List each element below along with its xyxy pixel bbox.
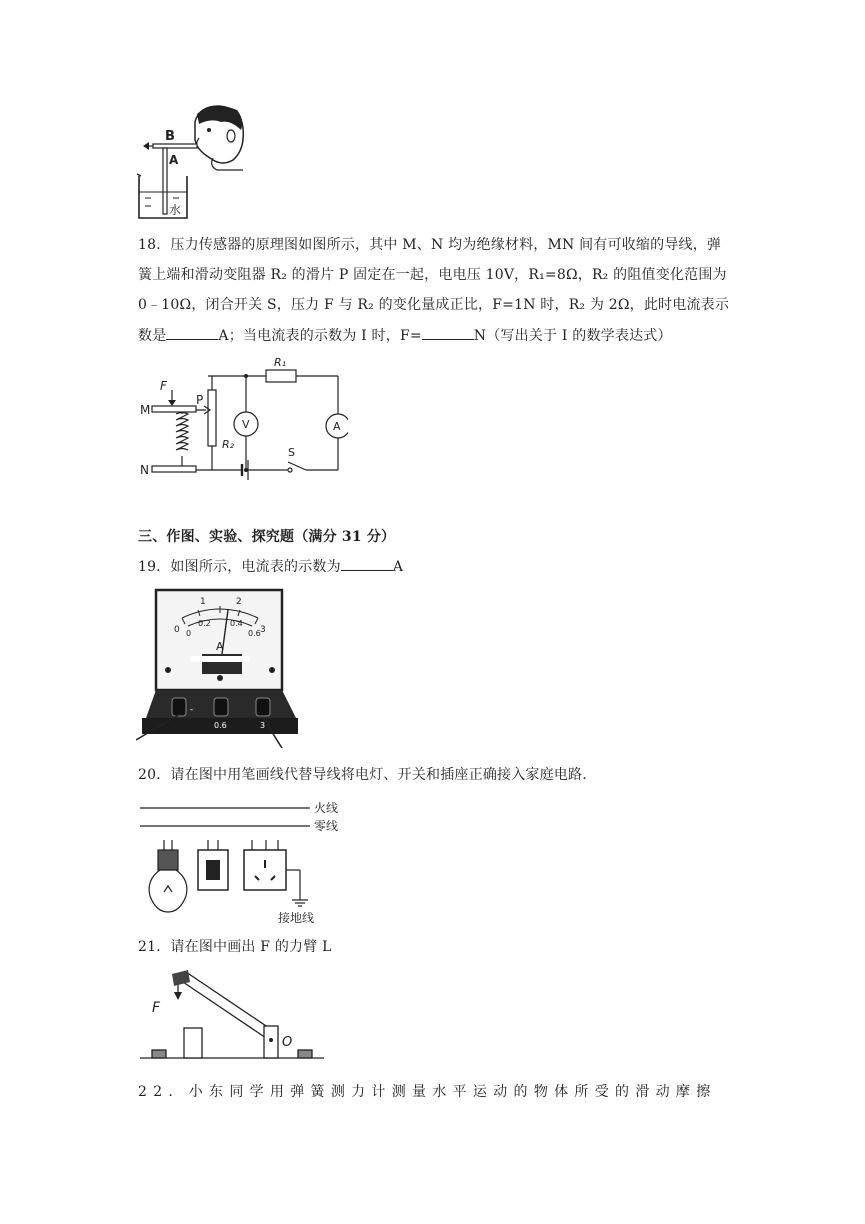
fig18-label-n: N xyxy=(140,463,149,477)
fig19-scale-bottom-0: 0 xyxy=(186,629,192,638)
q18-answer-blank-1[interactable] xyxy=(166,326,218,340)
q19-line xyxy=(138,557,403,576)
fig21-label-o: O xyxy=(282,1035,293,1050)
fig17-label-water: 水 xyxy=(169,203,182,217)
q20-line: 20．请在图中用笔画线代替导线将电灯、开关和插座正确接入家庭电路. xyxy=(138,767,587,783)
fig18-label-f: F xyxy=(160,379,167,393)
fig18-label-s: S xyxy=(288,446,295,459)
fig19-scale-top-3: 3 xyxy=(260,625,266,635)
section-3-heading: 三、作图、实验、探究题（满分 31 分） xyxy=(138,529,396,545)
fig19-center-label: A xyxy=(216,640,224,653)
fig18-label-p: P xyxy=(196,393,204,407)
fig19-scale-bottom-04: 0.4 xyxy=(230,619,243,628)
fig19-terminal-06: 0.6 xyxy=(214,721,227,730)
fig18-label-a: A xyxy=(333,420,341,433)
fig21-label-f: F xyxy=(152,1000,161,1016)
fig20-ground-label: 接地线 xyxy=(278,911,315,925)
figure-20-household-circuit xyxy=(138,796,360,926)
fig19-terminal-neg: - xyxy=(190,705,194,715)
fig18-label-r1: R₁ xyxy=(274,356,287,369)
q18-line-4 xyxy=(138,326,672,345)
q19-text-b: A xyxy=(392,559,404,575)
q22-line: 22．小东同学用弹簧测力计测量水平运动的物体所受的滑动摩擦 xyxy=(138,1084,717,1100)
fig19-terminal-3: 3 xyxy=(260,721,266,730)
fig19-scale-bottom-02: 0.2 xyxy=(198,619,211,628)
q18-line-2: 簧上端和滑动变阻器 R₂ 的滑片 P 固定在一起，电电压 10V，R₁=8Ω，R₂ 的阻值变化范围为 xyxy=(138,267,727,283)
q18-answer-blank-2[interactable] xyxy=(422,326,474,340)
q18-line-1: 18．压力传感器的原理图如图所示，其中 M、N 均为绝缘材料，MN 间有可收缩的导线，弹 xyxy=(138,237,722,253)
figure-21-lever xyxy=(138,964,328,1070)
fig18-label-m: M xyxy=(140,403,151,417)
fig17-label-a: A xyxy=(169,153,179,167)
q19-text-a: 19．如图所示，电流表的示数为 xyxy=(138,559,341,575)
fig19-scale-top-1: 1 xyxy=(200,597,206,607)
fig19-scale-bottom-06: 0.6 xyxy=(248,629,261,638)
q18-line-4-a: 数是 xyxy=(138,328,167,344)
fig20-neutral-label: 零线 xyxy=(314,819,339,833)
figure-17-blowing-tube xyxy=(133,100,253,222)
figure-19-ammeter xyxy=(136,588,304,748)
q18-line-3: 0﹣10Ω，闭合开关 S，压力 F 与 R₂ 的变化量成正比，F=1N 时，R₂ 为 2Ω，此时电流表示 xyxy=(138,297,730,313)
fig17-label-b: B xyxy=(165,129,175,144)
fig20-live-label: 火线 xyxy=(314,801,339,815)
q19-answer-blank[interactable] xyxy=(341,557,393,571)
q21-line: 21．请在图中画出 F 的力臂 L xyxy=(138,939,332,955)
fig18-label-r2: R₂ xyxy=(222,438,235,451)
fig19-scale-top-0: 0 xyxy=(174,625,180,635)
fig19-scale-top-2: 2 xyxy=(236,597,242,607)
figure-18-pressure-sensor-circuit xyxy=(138,356,348,486)
fig18-label-v: V xyxy=(242,418,250,431)
q18-line-4-c: N（写出关于 I 的数学表达式） xyxy=(473,328,672,344)
q18-line-4-b: A；当电流表的示数为 I 时，F= xyxy=(218,328,422,344)
